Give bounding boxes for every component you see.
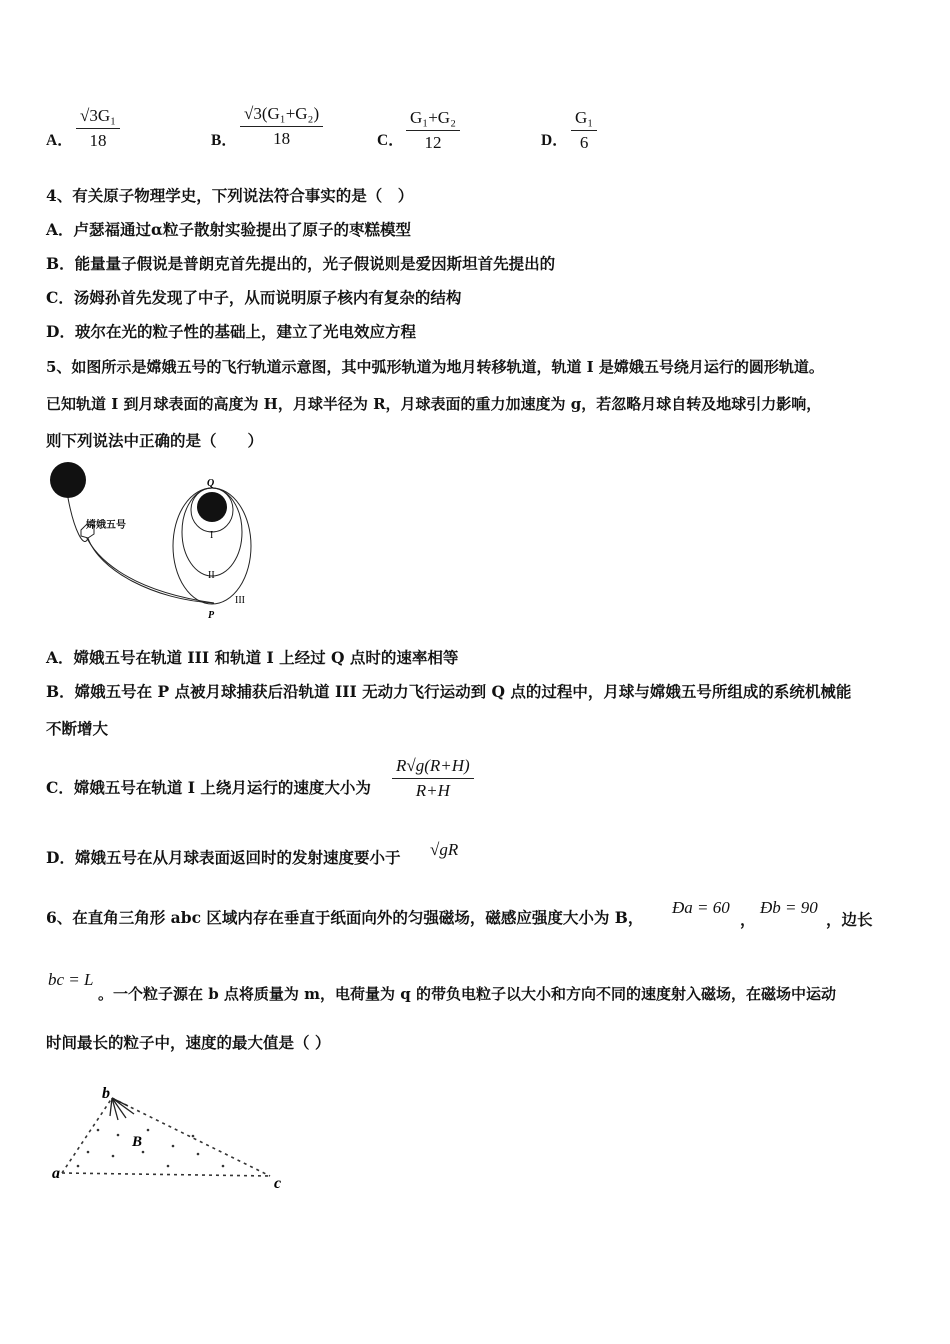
q4-option-a: A．卢瑟福通过α粒子散射实验提出了原子的枣糕模型	[46, 220, 411, 239]
q5-option-c-den: R+H	[415, 781, 450, 800]
q5-option-d: D．嫦娥五号在从月球表面返回时的发射速度要小于	[46, 848, 401, 867]
q3-option-b-den: 18	[273, 129, 291, 148]
q3-option-a-num: √3G₁	[80, 106, 117, 125]
q5-option-c-fraction	[392, 756, 474, 801]
q5-stem-line2: 已知轨道 I 到月球表面的高度为 H，月球半径为 R，月球表面的重力加速度为 g，若忽略月球自转及地球引力影响，	[46, 395, 822, 413]
q5-option-c: C．嫦娥五号在轨道 I 上绕月运行的速度大小为	[46, 778, 371, 797]
q6-stem-part2: ，边长	[826, 910, 873, 929]
q5-option-c-num: R√g(R+H)	[396, 756, 470, 775]
field-label: B	[132, 1134, 143, 1150]
side-ac	[62, 1173, 270, 1176]
q5-orbit-figure	[44, 460, 264, 625]
velocity-arrows	[110, 1098, 134, 1120]
earth-disk	[50, 462, 86, 498]
q6-angle-b: Ðb = 90	[760, 898, 818, 917]
q6-angle-a: Ða = 60	[672, 898, 730, 917]
field-dots	[77, 1129, 225, 1168]
orbit-iii-label: III	[235, 595, 245, 606]
q3-option-a-label: A．	[46, 132, 73, 149]
q3-option-b-num: √3(G₁+G₂)	[244, 104, 320, 123]
q5-option-b-line1: B．嫦娥五号在 P 点被月球捕获后沿轨道 III 无动力飞行运动到 Q 点的过程中，月球与嫦娥五号所组成的系统机械能	[46, 682, 852, 701]
side-ab	[62, 1098, 112, 1173]
q3-option-a-den: 18	[89, 131, 107, 150]
q3-option-c-num: G₁+G₂	[410, 108, 456, 127]
vertex-a-label: a	[52, 1165, 60, 1182]
q5-option-d-math: √gR	[430, 840, 459, 859]
q6-side: bc = L	[48, 970, 94, 989]
q3-option-d-label: D．	[541, 132, 568, 149]
point-p-label: P	[208, 610, 215, 621]
q6-stem-line3: 时间最长的粒子中，速度的最大值是（ ）	[46, 1033, 331, 1052]
moon-disk	[197, 492, 227, 522]
q4-option-d: D．玻尔在光的粒子性的基础上，建立了光电效应方程	[46, 322, 416, 341]
q5-option-a: A．嫦娥五号在轨道 III 和轨道 I 上经过 Q 点时的速率相等	[46, 648, 459, 667]
orbit-i-label: I	[210, 530, 214, 541]
q3-option-c-den: 12	[424, 133, 442, 152]
q4-option-b: B．能量量子假说是普朗克首先提出的，光子假说则是爱因斯坦首先提出的	[46, 254, 556, 273]
q6-stem-part3: 。一个粒子源在 b 点将质量为 m，电荷量为 q 的带负电粒子以大小和方向不同的速度射入磁场，在磁场中运动	[98, 985, 836, 1003]
q5-option-b-line2: 不断增大	[46, 719, 109, 738]
transfer-orbit	[68, 498, 214, 603]
q3-option-c-label: C．	[377, 132, 404, 149]
q3-option-d-num: G₁	[575, 108, 594, 127]
vertex-c-label: c	[274, 1175, 282, 1192]
q3-option-d-fraction	[571, 108, 597, 153]
orbit-ii-label: II	[208, 570, 215, 581]
vertex-b-label: b	[102, 1085, 110, 1102]
q5-stem-line1: 5、如图所示是嫦娥五号的飞行轨道示意图，其中弧形轨道为地月转移轨道，轨道 I 是嫦娥五号绕月运行的圆形轨道。	[46, 358, 824, 376]
q3-option-b-fraction	[240, 104, 323, 149]
q4-stem: 4、有关原子物理学史，下列说法符合事实的是（ ）	[46, 186, 414, 205]
q3-option-c-fraction	[406, 108, 460, 153]
q6-stem-part1: 6、在直角三角形 abc 区域内存在垂直于纸面向外的匀强磁场，磁感应强度大小为 B，	[46, 908, 644, 927]
q3-option-b-label: B．	[211, 132, 237, 149]
q4-option-c: C．汤姆孙首先发现了中子，从而说明原子核内有复杂的结构	[46, 288, 462, 307]
q3-option-a-fraction	[76, 106, 120, 151]
q3-option-d-den: 6	[579, 133, 589, 152]
point-q-label: Q	[207, 478, 215, 489]
q5-stem-line3: 则下列说法中正确的是（ ）	[46, 431, 264, 450]
probe-label: 嫦娥五号	[86, 520, 126, 531]
q6-triangle-figure	[48, 1080, 298, 1192]
